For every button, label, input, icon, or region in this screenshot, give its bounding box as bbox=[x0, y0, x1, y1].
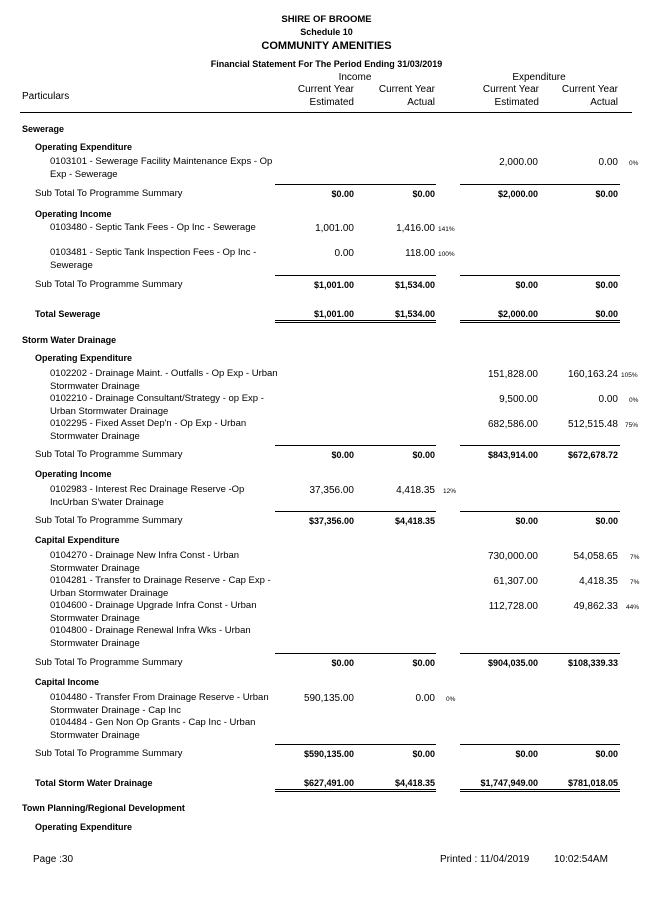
line-item-label: 0102295 - Fixed Asset Dep'n - Op Exp - Urban Stormwater Drainage bbox=[50, 418, 247, 442]
exp-pct-value: 44% bbox=[626, 604, 640, 611]
group-title: Capital Expenditure bbox=[35, 535, 120, 545]
total-double-rule-income bbox=[275, 789, 436, 792]
line-item-label: 0103481 - Septic Tank Inspection Fees - Op Inc - Sewerage bbox=[50, 247, 257, 271]
inc-est-header-2: Estimated bbox=[309, 97, 354, 108]
total-label: Total Storm Water Drainage bbox=[35, 778, 153, 788]
header-rule bbox=[20, 112, 632, 113]
exp-est-value: 730,000.00 bbox=[487, 551, 538, 562]
section-title: Sewerage bbox=[22, 124, 65, 134]
subtotal-rule-expenditure bbox=[460, 445, 620, 446]
subtotal-exp-act: $0.00 bbox=[595, 280, 618, 290]
expenditure-header: Expenditure bbox=[512, 72, 566, 83]
total-exp-est: $2,000.00 bbox=[497, 309, 538, 319]
page-number: Page :30 bbox=[33, 854, 74, 865]
exp-est-value: 61,307.00 bbox=[493, 576, 538, 587]
subtotal-exp-est: $2,000.00 bbox=[497, 189, 538, 199]
subtotal-exp-act: $672,678.72 bbox=[567, 450, 618, 460]
printed-date: Printed : 11/04/2019 bbox=[440, 854, 530, 865]
line-item-label: 0104600 - Drainage Upgrade Infra Const - Urban Stormwater Drainage bbox=[50, 600, 257, 624]
inc-pct-value: 0% bbox=[446, 696, 456, 703]
org-name: SHIRE OF BROOME bbox=[281, 14, 372, 25]
exp-pct-value: 7% bbox=[630, 579, 640, 586]
line-item-label: 0104480 - Transfer From Drainage Reserve - Urban Stormwater Drainage - Cap Inc bbox=[50, 692, 269, 716]
exp-act-value: 0.00 bbox=[598, 394, 618, 405]
line-item-label: 0104270 - Drainage New Infra Const - Urban Stormwater Drainage bbox=[50, 550, 240, 574]
inc-est-value: 590,135.00 bbox=[303, 693, 354, 704]
total-label: Total Sewerage bbox=[35, 309, 101, 319]
subtotal-inc-est: $0.00 bbox=[331, 189, 354, 199]
subtotal-rule-income bbox=[275, 653, 436, 654]
exp-est-header-1: Current Year bbox=[482, 84, 539, 95]
subtotal-inc-act: $0.00 bbox=[412, 749, 435, 759]
inc-est-header-1: Current Year bbox=[297, 84, 354, 95]
subtotal-label: Sub Total To Programme Summary bbox=[35, 657, 183, 668]
exp-pct-value: 0% bbox=[629, 160, 639, 167]
exp-est-value: 151,828.00 bbox=[487, 369, 538, 380]
subtotal-exp-est: $0.00 bbox=[515, 280, 538, 290]
subtotal-inc-est: $0.00 bbox=[331, 658, 354, 668]
inc-est-value: 1,001.00 bbox=[315, 223, 354, 234]
inc-pct-value: 12% bbox=[443, 488, 457, 495]
line-item-label: 0103480 - Septic Tank Fees - Op Inc - Sewerage bbox=[50, 222, 256, 233]
line-item-label: 0104484 - Gen Non Op Grants - Cap Inc - Urban Stormwater Drainage bbox=[50, 717, 256, 741]
subtotal-rule-expenditure bbox=[460, 653, 620, 654]
line-item-label: 0102983 - Interest Rec Drainage Reserve -Op IncUrban S'water Drainage bbox=[50, 484, 245, 508]
group-title: Operating Income bbox=[35, 209, 112, 219]
exp-est-value: 9,500.00 bbox=[499, 394, 538, 405]
total-inc-act: $1,534.00 bbox=[394, 309, 435, 319]
exp-act-header-2: Actual bbox=[590, 97, 618, 108]
subtotal-inc-est: $0.00 bbox=[331, 450, 354, 460]
subtotal-label: Sub Total To Programme Summary bbox=[35, 188, 183, 199]
group-title: Operating Expenditure bbox=[35, 353, 133, 363]
subtotal-label: Sub Total To Programme Summary bbox=[35, 515, 183, 526]
inc-act-value: 0.00 bbox=[415, 693, 435, 704]
line-item-label: 0104281 - Transfer to Drainage Reserve - Cap Exp - Urban Stormwater Drainage bbox=[50, 575, 271, 599]
inc-act-header-2: Actual bbox=[407, 97, 435, 108]
exp-est-value: 682,586.00 bbox=[487, 419, 538, 430]
exp-pct-value: 7% bbox=[630, 554, 640, 561]
subtotal-rule-expenditure bbox=[460, 511, 620, 512]
statement-subtitle: Financial Statement For The Period Ending 31/03/2019 bbox=[210, 59, 443, 69]
group-title: Operating Expenditure bbox=[35, 142, 133, 152]
total-inc-est: $627,491.00 bbox=[303, 778, 354, 788]
subtotal-inc-est: $1,001.00 bbox=[313, 280, 354, 290]
subtotal-rule-income bbox=[275, 184, 436, 185]
exp-act-header-1: Current Year bbox=[561, 84, 618, 95]
exp-act-value: 54,058.65 bbox=[573, 551, 618, 562]
subtotal-exp-est: $0.00 bbox=[515, 516, 538, 526]
subtotal-inc-act: $1,534.00 bbox=[394, 280, 435, 290]
exp-pct-value: 0% bbox=[629, 397, 639, 404]
subtotal-inc-act: $0.00 bbox=[412, 189, 435, 199]
subtotal-rule-expenditure bbox=[460, 184, 620, 185]
total-inc-est: $1,001.00 bbox=[313, 309, 354, 319]
total-double-rule-expenditure bbox=[460, 789, 620, 792]
exp-act-value: 49,862.33 bbox=[573, 601, 618, 612]
group-title: Capital Income bbox=[35, 677, 100, 687]
subtotal-exp-act: $0.00 bbox=[595, 749, 618, 759]
group-title: Operating Expenditure bbox=[35, 822, 133, 832]
inc-act-value: 4,418.35 bbox=[396, 485, 435, 496]
inc-act-value: 118.00 bbox=[405, 248, 435, 259]
inc-pct-value: 100% bbox=[438, 251, 455, 258]
section-title: Town Planning/Regional Development bbox=[22, 803, 185, 813]
subtotal-inc-est: $590,135.00 bbox=[303, 749, 354, 759]
group-title: Operating Income bbox=[35, 469, 112, 479]
schedule-label: Schedule 10 bbox=[300, 27, 353, 37]
subtotal-inc-est: $37,356.00 bbox=[308, 516, 354, 526]
exp-pct-value: 105% bbox=[621, 372, 638, 379]
particulars-header: Particulars bbox=[22, 91, 70, 102]
inc-act-header-1: Current Year bbox=[378, 84, 435, 95]
total-exp-est: $1,747,949.00 bbox=[480, 778, 538, 788]
subtotal-rule-expenditure bbox=[460, 275, 620, 276]
exp-act-value: 4,418.35 bbox=[579, 576, 618, 587]
subtotal-rule-income bbox=[275, 744, 436, 745]
total-double-rule-expenditure bbox=[460, 320, 620, 323]
total-exp-act: $0.00 bbox=[595, 309, 618, 319]
subtotal-label: Sub Total To Programme Summary bbox=[35, 279, 183, 290]
line-item-label: 0104800 - Drainage Renewal Infra Wks - Urban Stormwater Drainage bbox=[50, 625, 251, 649]
subtotal-label: Sub Total To Programme Summary bbox=[35, 449, 183, 460]
page-title: COMMUNITY AMENITIES bbox=[261, 40, 392, 52]
inc-est-value: 37,356.00 bbox=[309, 485, 354, 496]
inc-act-value: 1,416.00 bbox=[396, 223, 435, 234]
subtotal-exp-act: $0.00 bbox=[595, 189, 618, 199]
subtotal-exp-est: $0.00 bbox=[515, 749, 538, 759]
inc-est-value: 0.00 bbox=[334, 248, 354, 259]
total-inc-act: $4,418.35 bbox=[394, 778, 435, 788]
exp-est-value: 112,728.00 bbox=[488, 601, 538, 612]
subtotal-label: Sub Total To Programme Summary bbox=[35, 748, 183, 759]
exp-act-value: 0.00 bbox=[598, 157, 618, 168]
exp-pct-value: 75% bbox=[625, 422, 639, 429]
total-double-rule-income bbox=[275, 320, 436, 323]
line-item-label: 0103101 - Sewerage Facility Maintenance Exps - Op Exp - Sewerage bbox=[50, 156, 273, 180]
subtotal-exp-act: $108,339.33 bbox=[567, 658, 618, 668]
subtotal-inc-act: $0.00 bbox=[412, 658, 435, 668]
subtotal-exp-est: $904,035.00 bbox=[487, 658, 538, 668]
income-header: Income bbox=[338, 72, 372, 83]
inc-pct-value: 141% bbox=[438, 226, 455, 233]
subtotal-rule-expenditure bbox=[460, 744, 620, 745]
subtotal-rule-income bbox=[275, 275, 436, 276]
subtotal-exp-est: $843,914.00 bbox=[487, 450, 538, 460]
line-item-label: 0102202 - Drainage Maint. - Outfalls - Op Exp - Urban Stormwater Drainage bbox=[50, 368, 278, 392]
section-title: Storm Water Drainage bbox=[22, 335, 117, 345]
subtotal-inc-act: $0.00 bbox=[412, 450, 435, 460]
subtotal-inc-act: $4,418.35 bbox=[394, 516, 435, 526]
exp-est-value: 2,000.00 bbox=[499, 157, 538, 168]
subtotal-exp-act: $0.00 bbox=[595, 516, 618, 526]
exp-act-value: 160,163.24 bbox=[567, 369, 618, 380]
exp-act-value: 512,515.48 bbox=[567, 419, 618, 430]
exp-est-header-2: Estimated bbox=[494, 97, 539, 108]
line-item-label: 0102210 - Drainage Consultant/Strategy - op Exp - Urban Stormwater Drainage bbox=[50, 393, 264, 417]
printed-time: 10:02:54AM bbox=[554, 854, 608, 865]
subtotal-rule-income bbox=[275, 445, 436, 446]
subtotal-rule-income bbox=[275, 511, 436, 512]
total-exp-act: $781,018.05 bbox=[567, 778, 618, 788]
